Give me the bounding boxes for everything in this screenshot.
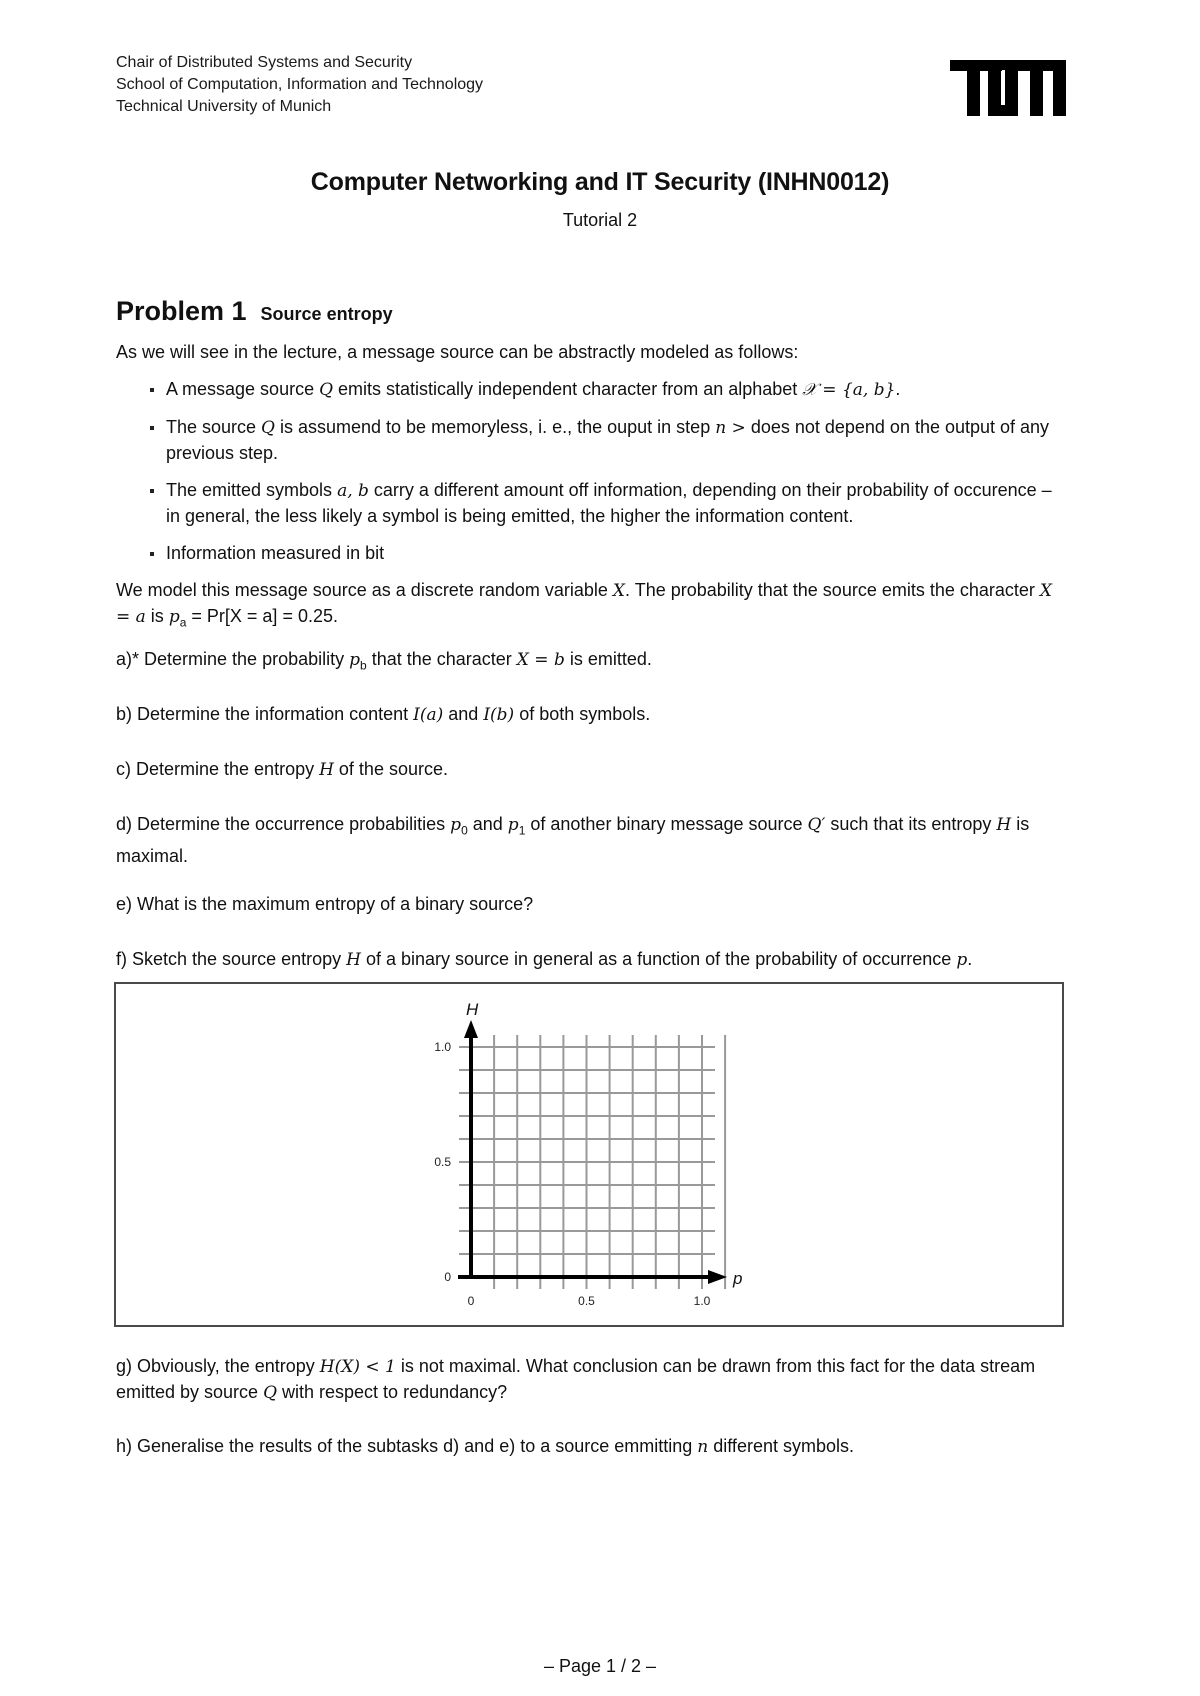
task-d: d) Determine the occurrence probabilities $p_0$ and $p_1$ of another binary message source Q′ such that its entropy H is maximal. xyxy=(116,814,1030,866)
y-tick-label: 1.0 xyxy=(434,1040,451,1054)
x-tick-label: 1.0 xyxy=(693,1294,711,1308)
chart-grid xyxy=(459,1035,725,1289)
x-tick-label: 0.5 xyxy=(578,1294,595,1308)
y-tick-label: 0 xyxy=(444,1270,451,1284)
bullet-item: The source Q is assumend to be memoryless, i. e., the ouput in step n > does not depend on the output of any previous step. xyxy=(150,415,1066,466)
bullet-item: The emitted symbols a, b carry a different amount off information, depending on their probability of occurence – in general, the less likely a symbol is being emitted, the higher the information content. xyxy=(150,478,1066,529)
y-axis-label: H xyxy=(466,1000,479,1019)
document-title: Computer Networking and IT Security (INHN0012) xyxy=(310,168,890,196)
bullet-item: A message source Q emits statistically independent character from an alphabet 𝒳 = {a, b}. xyxy=(150,377,1066,403)
problem-number: Problem 1 xyxy=(116,296,247,326)
task-a: a)* Determine the probability $p_b$ that the character X = b is emitted. xyxy=(116,649,652,673)
chart-axes xyxy=(458,1020,727,1284)
x-tick-label: 0 xyxy=(467,1294,475,1308)
model-paragraph: We model this message source as a discrete random variable X. The probability that the source emits the character X = a is $p_a = Pr[X = a] = 0.25$. xyxy=(116,580,1053,630)
task-c: c) Determine the entropy H of the source. xyxy=(116,759,448,780)
y-axis-arrow-icon xyxy=(464,1020,478,1038)
header-chair: Chair of Distributed Systems and Security xyxy=(116,54,413,71)
problem-intro: As we will see in the lecture, a message source can be abstractly modeled as follows: xyxy=(116,342,799,362)
document-subtitle: Tutorial 2 xyxy=(562,210,638,230)
task-h: h) Generalise the results of the subtasks d) and e) to a source emmitting n different symbols. xyxy=(116,1436,854,1457)
task-b: b) Determine the information content I(a) and I(b) of both symbols. xyxy=(116,704,651,725)
x-axis-label: p xyxy=(733,1269,743,1288)
task-g: g) Obviously, the entropy H(X) < 1 is not maximal. What conclusion can be drawn from this fact for the data stream emitted by source Q with respect to redundancy? xyxy=(116,1356,1036,1403)
task-e: e) What is the maximum entropy of a binary source? xyxy=(116,894,534,914)
bullet-item: Information measured in bit xyxy=(150,541,1066,566)
page-number: – Page 1 / 2 – xyxy=(543,1656,657,1676)
problem-topic: Source entropy xyxy=(260,304,393,324)
header-school: School of Computation, Information and Technology xyxy=(116,76,484,93)
header-university: Technical University of Munich xyxy=(116,98,332,115)
task-f: f) Sketch the source entropy H of a binary source in general as a function of the probability of occurrence p. xyxy=(116,949,973,970)
y-tick-label: 0.5 xyxy=(434,1155,451,1169)
